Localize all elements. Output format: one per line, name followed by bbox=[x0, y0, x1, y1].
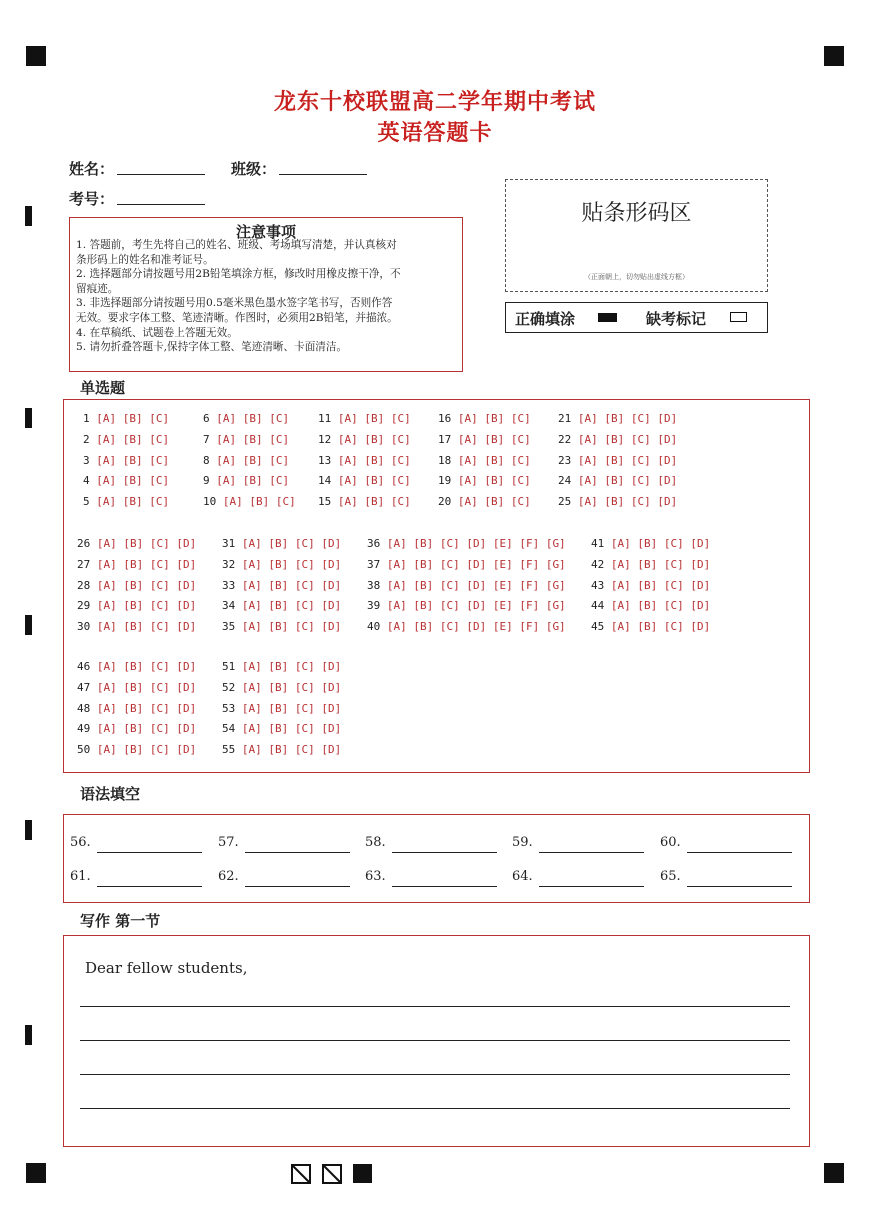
choice-question-row bbox=[318, 433, 411, 446]
answer-options[interactable]: [A] [B] [C] [D] [E] [F] [G] bbox=[386, 537, 566, 550]
question-number: 47 bbox=[77, 680, 91, 694]
barcode-note: （正面朝上，切勿贴出虚线方框） bbox=[584, 273, 689, 281]
writing-line[interactable] bbox=[80, 1074, 790, 1075]
answer-options[interactable]: [A] [B] [C] [D] [E] [F] [G] bbox=[386, 620, 566, 634]
choice-question-row bbox=[438, 433, 531, 446]
question-number: 6 bbox=[203, 412, 210, 425]
choice-question-row bbox=[438, 495, 531, 508]
question-number: 40 bbox=[367, 620, 381, 634]
answer-options[interactable]: [A] [B] [C] [D] bbox=[577, 495, 678, 509]
notice-line: 无效。要求字体工整、笔迹清晰。作图时，必须用2B铅笔，并描浓。 bbox=[76, 311, 398, 324]
notice-text bbox=[76, 238, 460, 355]
question-number: 15 bbox=[318, 495, 332, 509]
notice-line: 3. 非选择题部分请按题号用0.5毫米黑色墨水签字笔书写，否则作答 bbox=[76, 297, 393, 310]
answer-options[interactable]: [A] [B] [C] [D] bbox=[241, 620, 342, 634]
choice-question-row bbox=[318, 412, 411, 425]
question-number: 25 bbox=[558, 495, 572, 509]
choice-question-row bbox=[83, 495, 169, 508]
question-number: 9 bbox=[203, 474, 210, 488]
answer-options[interactable]: [A] [B] [C] [D] bbox=[610, 599, 711, 613]
fill-item-number: 60. bbox=[660, 835, 681, 850]
answer-options[interactable]: [A] [B] [C] [D] bbox=[241, 557, 342, 571]
fill-answer-line[interactable] bbox=[392, 852, 497, 853]
answer-options[interactable]: [A] [B] [C] [D] bbox=[96, 743, 197, 757]
answer-options[interactable]: [A] [B] [C] bbox=[457, 453, 531, 467]
question-number: 14 bbox=[318, 474, 332, 488]
choice-question-row bbox=[367, 558, 566, 571]
question-number: 37 bbox=[367, 557, 381, 571]
question-number: 10 bbox=[203, 495, 217, 509]
answer-options[interactable]: [A] [B] [C] [D] bbox=[96, 578, 197, 592]
exam-number-label: 考号： bbox=[69, 190, 115, 208]
answer-options[interactable]: [A] [B] [C] bbox=[216, 412, 290, 425]
choice-question-row bbox=[83, 454, 169, 467]
correct-fill-sample-icon bbox=[598, 313, 617, 322]
answer-options[interactable]: [A] [B] [C] [D] bbox=[241, 660, 342, 673]
choice-question-row bbox=[318, 474, 411, 487]
choice-question-row bbox=[77, 743, 196, 756]
side-mark bbox=[25, 408, 32, 428]
choice-question-row bbox=[367, 537, 566, 550]
notice-line: 4. 在草稿纸、试题卷上答题无效。 bbox=[76, 326, 238, 339]
choice-question-row bbox=[222, 702, 341, 715]
question-number: 54 bbox=[222, 722, 236, 736]
choice-question-row bbox=[77, 599, 196, 612]
choice-question-row bbox=[83, 412, 169, 425]
choice-question-row bbox=[438, 412, 531, 425]
choice-question-row bbox=[83, 474, 169, 487]
fill-answer-line[interactable] bbox=[687, 886, 792, 887]
question-number: 55 bbox=[222, 743, 236, 757]
answer-options[interactable]: [A] [B] [C] bbox=[457, 432, 531, 446]
question-number: 33 bbox=[222, 578, 236, 592]
answer-options[interactable]: [A] [B] [C] [D] bbox=[241, 701, 342, 715]
corner-mark-top-left bbox=[26, 46, 46, 66]
notice-line: 2. 选择题部分请按题号用2B铅笔填涂方框，修改时用橡皮擦干净，不 bbox=[76, 268, 401, 281]
corner-mark-bottom-left bbox=[26, 1163, 46, 1183]
question-number: 31 bbox=[222, 537, 236, 550]
single-choice-heading: 单选题 bbox=[80, 379, 126, 397]
page-marker-crossed bbox=[291, 1164, 311, 1184]
choice-question-row bbox=[222, 558, 341, 571]
writing-heading: 写作 第一节 bbox=[80, 912, 161, 930]
question-number: 7 bbox=[203, 432, 210, 446]
choice-question-row bbox=[438, 474, 531, 487]
question-number: 38 bbox=[367, 578, 381, 592]
notice-title: 注意事项 bbox=[235, 223, 296, 241]
side-mark bbox=[25, 615, 32, 635]
question-number: 3 bbox=[83, 453, 90, 467]
choice-question-row bbox=[77, 579, 196, 592]
answer-options[interactable]: [A] [B] [C] [D] bbox=[610, 537, 711, 550]
question-number: 24 bbox=[558, 474, 572, 488]
answer-options[interactable]: [A] [B] [C] [D] [E] [F] [G] bbox=[386, 578, 566, 592]
question-number: 5 bbox=[83, 495, 90, 509]
choice-question-row bbox=[318, 454, 411, 467]
barcode-area bbox=[505, 179, 768, 292]
fill-answer-line[interactable] bbox=[97, 852, 202, 853]
question-number: 50 bbox=[77, 743, 91, 757]
name-field[interactable] bbox=[117, 174, 205, 175]
fill-item-number: 63. bbox=[365, 869, 386, 884]
fill-item-number: 64. bbox=[512, 869, 533, 884]
correct-fill-label: 正确填涂 bbox=[515, 310, 576, 328]
question-number: 11 bbox=[318, 412, 332, 425]
fill-item-number: 58. bbox=[365, 835, 386, 850]
choice-question-row bbox=[77, 660, 196, 673]
answer-options[interactable]: [A] [B] [C] [D] bbox=[96, 701, 197, 715]
writing-greeting: Dear fellow students, bbox=[85, 959, 248, 977]
answer-options[interactable]: [A] [B] [C] bbox=[216, 453, 290, 467]
fill-item-number: 62. bbox=[218, 869, 239, 884]
writing-line[interactable] bbox=[80, 1006, 790, 1007]
question-number: 29 bbox=[77, 599, 91, 613]
exam-number-field[interactable] bbox=[117, 204, 205, 205]
question-number: 18 bbox=[438, 453, 452, 467]
question-number: 46 bbox=[77, 660, 91, 673]
name-label: 姓名： bbox=[69, 160, 115, 178]
question-number: 43 bbox=[591, 578, 605, 592]
choice-question-row bbox=[367, 599, 566, 612]
page-marker-crossed bbox=[322, 1164, 342, 1184]
card-title: 英语答题卡 bbox=[377, 121, 493, 146]
answer-options[interactable]: [A] [B] [C] [D] bbox=[577, 474, 678, 488]
fill-answer-line[interactable] bbox=[687, 852, 792, 853]
choice-question-row bbox=[77, 722, 196, 735]
answer-options[interactable]: [A] [B] [C] [D] bbox=[96, 599, 197, 613]
class-label: 班级： bbox=[231, 160, 277, 178]
fill-item-number: 59. bbox=[512, 835, 533, 850]
fill-answer-line[interactable] bbox=[97, 886, 202, 887]
answer-options[interactable]: [A] [B] [C] [D] bbox=[241, 599, 342, 613]
choice-question-row bbox=[77, 558, 196, 571]
choice-question-row bbox=[318, 495, 411, 508]
choice-question-row bbox=[222, 743, 341, 756]
choice-question-row bbox=[203, 454, 289, 467]
choice-question-row bbox=[222, 599, 341, 612]
absent-mark-checkbox[interactable] bbox=[730, 312, 747, 322]
answer-options[interactable]: [A] [B] [C] [D] bbox=[241, 578, 342, 592]
question-number: 17 bbox=[438, 432, 452, 446]
choice-question-row bbox=[77, 681, 196, 694]
question-number: 1 bbox=[83, 412, 90, 425]
answer-options[interactable]: [A] [B] [C] [D] bbox=[241, 743, 342, 757]
question-number: 27 bbox=[77, 557, 91, 571]
choice-question-row bbox=[367, 579, 566, 592]
writing-line[interactable] bbox=[80, 1040, 790, 1041]
answer-options[interactable]: [A] [B] [C] [D] bbox=[610, 557, 711, 571]
question-number: 45 bbox=[591, 620, 605, 634]
fill-answer-line[interactable] bbox=[392, 886, 497, 887]
question-number: 26 bbox=[77, 537, 91, 550]
answer-options[interactable]: [A] [B] [C] [D] bbox=[96, 722, 197, 736]
answer-options[interactable]: [A] [B] [C] [D] [E] [F] [G] bbox=[386, 599, 566, 613]
fill-answer-line[interactable] bbox=[245, 886, 350, 887]
choice-question-row bbox=[558, 412, 677, 425]
question-number: 39 bbox=[367, 599, 381, 613]
answer-options[interactable]: [A] [B] [C] [D] bbox=[96, 680, 197, 694]
choice-question-row bbox=[367, 620, 566, 633]
choice-question-row bbox=[222, 660, 341, 673]
absent-mark-label: 缺考标记 bbox=[646, 310, 707, 328]
choice-question-row bbox=[591, 620, 710, 633]
fill-legend bbox=[505, 302, 768, 333]
notice-box bbox=[69, 217, 463, 372]
fill-answer-line[interactable] bbox=[539, 852, 644, 853]
answer-options[interactable]: [A] [B] [C] [D] [E] [F] [G] bbox=[386, 557, 566, 571]
answer-options[interactable]: [A] [B] [C] bbox=[457, 474, 531, 488]
notice-line: 条形码上的姓名和准考证号。 bbox=[76, 253, 214, 266]
answer-options[interactable]: [A] [B] [C] bbox=[337, 495, 411, 509]
question-number: 51 bbox=[222, 660, 236, 673]
answer-options[interactable]: [A] [B] [C] bbox=[337, 432, 411, 446]
question-number: 48 bbox=[77, 701, 91, 715]
notice-line: 留痕迹。 bbox=[76, 282, 119, 295]
page-marker-filled bbox=[353, 1164, 372, 1183]
fill-item-number: 61. bbox=[70, 869, 91, 884]
question-number: 32 bbox=[222, 557, 236, 571]
exam-title: 龙东十校联盟高二学年期中考试 bbox=[273, 90, 596, 115]
side-mark bbox=[25, 820, 32, 840]
corner-mark-top-right bbox=[824, 46, 844, 66]
answer-options[interactable]: [A] [B] [C] [D] bbox=[577, 432, 678, 446]
question-number: 13 bbox=[318, 453, 332, 467]
answer-options[interactable]: [A] [B] [C] bbox=[337, 474, 411, 488]
choice-question-row bbox=[591, 579, 710, 592]
answer-options[interactable]: [A] [B] [C] [D] bbox=[577, 453, 678, 467]
question-number: 30 bbox=[77, 620, 91, 634]
answer-options[interactable]: [A] [B] [C] bbox=[337, 453, 411, 467]
choice-question-row bbox=[558, 433, 677, 446]
question-number: 20 bbox=[438, 495, 452, 509]
question-number: 42 bbox=[591, 557, 605, 571]
choice-question-row bbox=[591, 599, 710, 612]
choice-question-row bbox=[558, 474, 677, 487]
answer-options[interactable]: [A] [B] [C] bbox=[96, 412, 170, 425]
answer-options[interactable]: [A] [B] [C] [D] bbox=[241, 722, 342, 736]
question-number: 23 bbox=[558, 453, 572, 467]
answer-options[interactable]: [A] [B] [C] bbox=[216, 474, 290, 488]
answer-options[interactable]: [A] [B] [C] bbox=[457, 495, 531, 509]
question-number: 52 bbox=[222, 680, 236, 694]
question-number: 19 bbox=[438, 474, 452, 488]
answer-options[interactable]: [A] [B] [C] bbox=[337, 412, 411, 425]
answer-options[interactable]: [A] [B] [C] [D] bbox=[610, 578, 711, 592]
answer-options[interactable]: [A] [B] [C] [D] bbox=[96, 620, 197, 634]
choice-question-row bbox=[558, 454, 677, 467]
answer-options[interactable]: [A] [B] [C] [D] bbox=[96, 537, 197, 550]
choice-question-row bbox=[203, 495, 296, 508]
answer-options[interactable]: [A] [B] [C] [D] bbox=[96, 660, 197, 673]
question-number: 35 bbox=[222, 620, 236, 634]
question-number: 49 bbox=[77, 722, 91, 736]
question-number: 28 bbox=[77, 578, 91, 592]
answer-options[interactable]: [A] [B] [C] [D] bbox=[96, 557, 197, 571]
choice-question-row bbox=[222, 681, 341, 694]
question-number: 44 bbox=[591, 599, 605, 613]
question-number: 12 bbox=[318, 432, 332, 446]
barcode-title: 贴条形码区 bbox=[581, 201, 692, 226]
notice-line: 5. 请勿折叠答题卡,保持字体工整、笔迹清晰、卡面清洁。 bbox=[76, 341, 348, 354]
choice-question-row bbox=[83, 433, 169, 446]
answer-options[interactable]: [A] [B] [C] [D] bbox=[577, 412, 678, 425]
question-number: 21 bbox=[558, 412, 572, 425]
question-number: 2 bbox=[83, 432, 90, 446]
side-mark bbox=[25, 1025, 32, 1045]
class-field[interactable] bbox=[279, 174, 367, 175]
fill-item-number: 65. bbox=[660, 869, 681, 884]
answer-options[interactable]: [A] [B] [C] [D] bbox=[241, 680, 342, 694]
answer-options[interactable]: [A] [B] [C] bbox=[96, 495, 170, 509]
choice-question-row bbox=[77, 702, 196, 715]
choice-question-row bbox=[591, 558, 710, 571]
side-mark bbox=[25, 206, 32, 226]
choice-question-row bbox=[203, 433, 289, 446]
notice-line: 1. 答题前，考生先将自己的姓名、班级、考场填写清楚，并认真核对 bbox=[76, 239, 397, 251]
choice-question-row bbox=[77, 620, 196, 633]
choice-question-row bbox=[203, 474, 289, 487]
choice-question-row bbox=[222, 722, 341, 735]
choice-question-row bbox=[203, 412, 289, 425]
question-number: 36 bbox=[367, 537, 381, 550]
question-number: 4 bbox=[83, 474, 90, 488]
question-number: 16 bbox=[438, 412, 452, 425]
choice-question-row bbox=[222, 537, 341, 550]
question-number: 8 bbox=[203, 453, 210, 467]
answer-options[interactable]: [A] [B] [C] bbox=[96, 474, 170, 488]
choice-question-row bbox=[77, 537, 196, 550]
choice-question-row bbox=[558, 495, 677, 508]
choice-question-row bbox=[591, 537, 710, 550]
choice-question-row bbox=[438, 454, 531, 467]
grammar-fill-box bbox=[63, 814, 810, 903]
fill-answer-line[interactable] bbox=[245, 852, 350, 853]
corner-mark-bottom-right bbox=[824, 1163, 844, 1183]
writing-line[interactable] bbox=[80, 1108, 790, 1109]
answer-options[interactable]: [A] [B] [C] bbox=[457, 412, 531, 425]
answer-options[interactable]: [A] [B] [C] bbox=[222, 495, 296, 509]
fill-answer-line[interactable] bbox=[539, 886, 644, 887]
fill-item-number: 57. bbox=[218, 835, 239, 850]
question-number: 34 bbox=[222, 599, 236, 613]
fill-item-number: 56. bbox=[70, 835, 91, 850]
question-number: 41 bbox=[591, 537, 605, 550]
answer-options[interactable]: [A] [B] [C] bbox=[96, 453, 170, 467]
choice-question-row bbox=[222, 579, 341, 592]
grammar-fill-heading: 语法填空 bbox=[80, 785, 141, 803]
question-number: 53 bbox=[222, 701, 236, 715]
answer-options[interactable]: [A] [B] [C] [D] bbox=[610, 620, 711, 634]
answer-options[interactable]: [A] [B] [C] bbox=[96, 432, 170, 446]
question-number: 22 bbox=[558, 432, 572, 446]
answer-options[interactable]: [A] [B] [C] bbox=[216, 432, 290, 446]
answer-options[interactable]: [A] [B] [C] [D] bbox=[241, 537, 342, 550]
choice-question-row bbox=[222, 620, 341, 633]
